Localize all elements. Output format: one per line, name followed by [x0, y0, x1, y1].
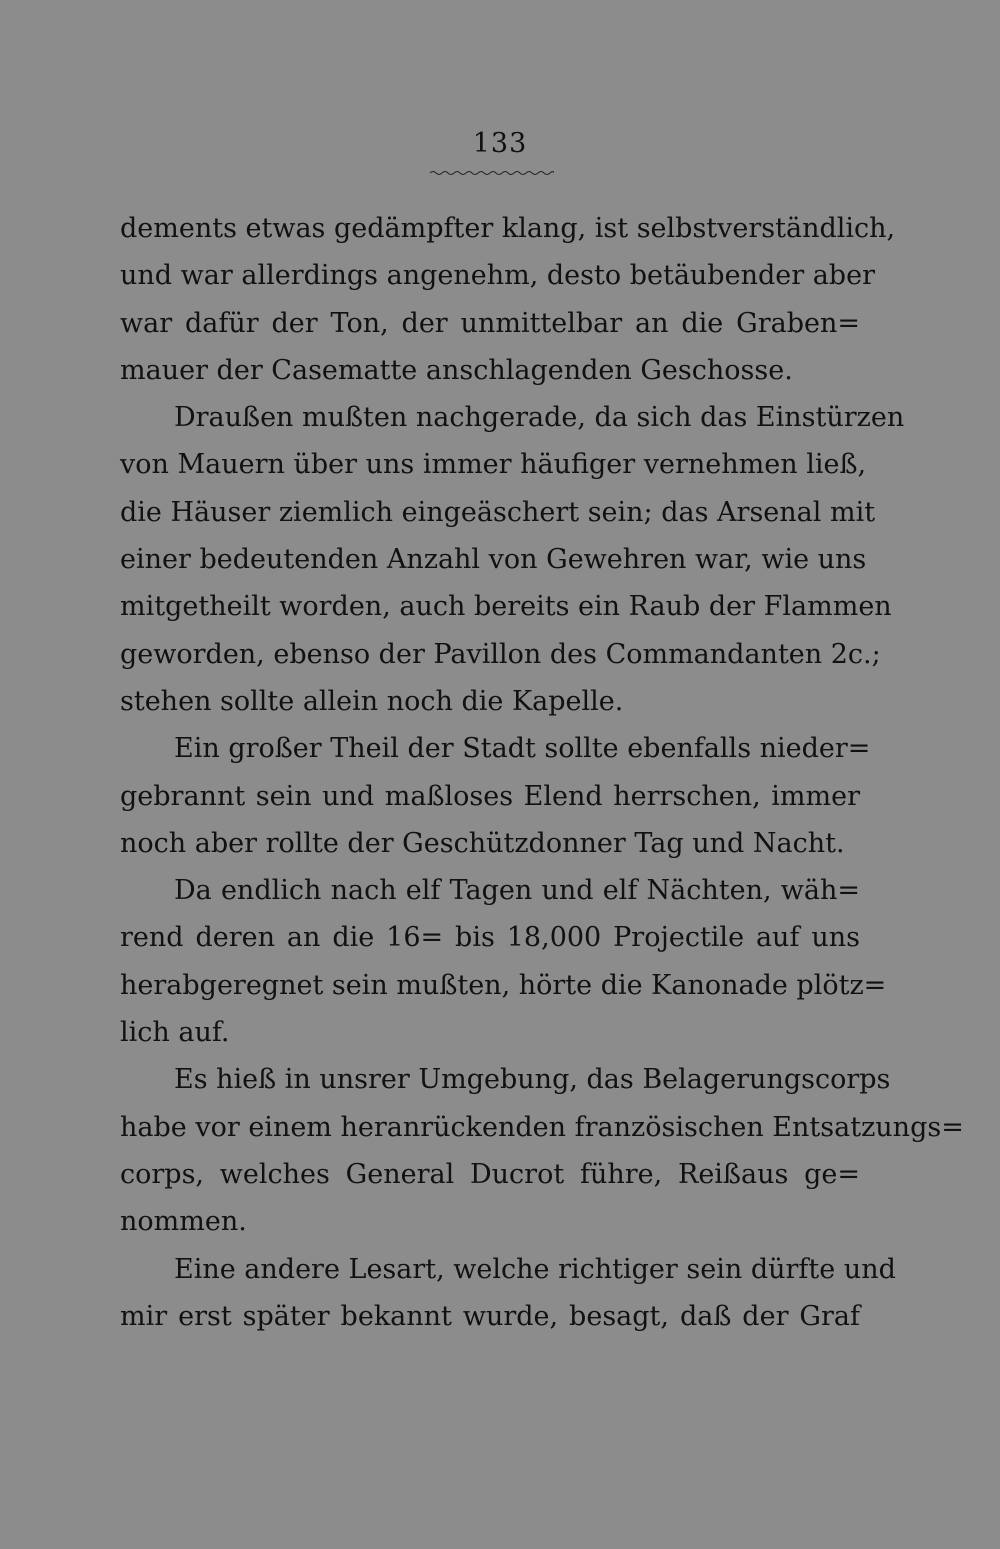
text-line: noch aber rollte der Geschützdonner Tag und Nacht.: [120, 827, 845, 859]
text-line: nommen.: [120, 1206, 247, 1238]
text-line: stehen sollte allein noch die Kapelle.: [120, 685, 624, 717]
text-line: von Mauern über uns immer häufiger vernehmen ließ,: [120, 449, 867, 481]
text-line: gebrannt sein und maßloses Elend herrschen, immer: [120, 780, 860, 812]
page-number: 133: [472, 128, 528, 159]
body-text: [120, 205, 964, 1340]
text-line: dements etwas gedämpfter klang, ist selbstverständlich,: [120, 213, 896, 244]
text-line: und war allerdings angenehm, desto betäubender aber: [120, 260, 875, 292]
text-line: corps, welches General Ducrot führe, Reißaus ge=: [120, 1158, 860, 1190]
text-line: mitgetheilt worden, auch bereits ein Raub der Flammen: [120, 591, 892, 623]
text-line: mauer der Casematte anschlagenden Geschosse.: [120, 354, 793, 386]
text-line: Es hieß in unsrer Umgebung, das Belagerungscorps: [174, 1064, 891, 1096]
text-line: geworden, ebenso der Pavillon des Commandanten 2c.;: [120, 638, 881, 670]
text-line: habe vor einem heranrückenden französischen Entsatzungs=: [120, 1111, 964, 1143]
text-line: herabgeregnet sein mußten, hörte die Kanonade plötz=: [120, 969, 887, 1001]
text-line: die Häuser ziemlich eingeäschert sein; das Arsenal mit: [120, 496, 876, 528]
text-line: Eine andere Lesart, welche richtiger sein dürfte und: [174, 1253, 896, 1285]
decorative-wavy-rule: [430, 170, 554, 176]
text-line: war dafür der Ton, der unmittelbar an die Graben=: [120, 307, 860, 339]
text-line: mir erst später bekannt wurde, besagt, daß der Graf: [120, 1300, 860, 1332]
text-line: rend deren an die 16= bis 18,000 Projectile auf uns: [120, 922, 860, 954]
text-line: lich auf.: [120, 1017, 230, 1049]
text-line: einer bedeutenden Anzahl von Gewehren war, wie uns: [120, 544, 867, 576]
text-line: Da endlich nach elf Tagen und elf Nächten, wäh=: [174, 875, 860, 907]
text-line: Draußen mußten nachgerade, da sich das Einstürzen: [174, 402, 905, 434]
text-line: Ein großer Theil der Stadt sollte ebenfalls nieder=: [174, 733, 871, 765]
